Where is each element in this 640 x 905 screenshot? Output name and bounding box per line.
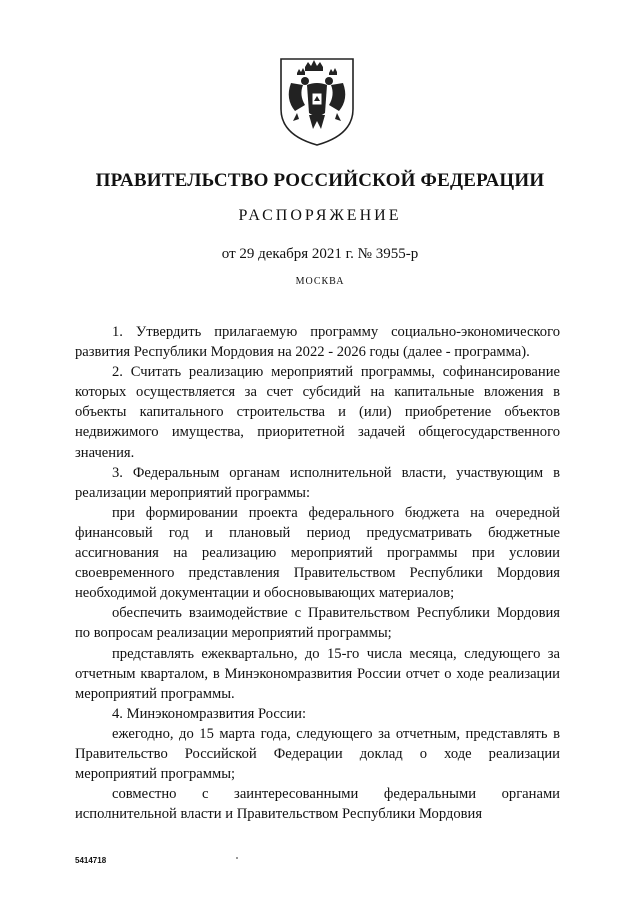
document-city: МОСКВА xyxy=(295,276,345,287)
paragraph: 4. Минэкономразвития России: xyxy=(112,705,306,722)
paragraph: 2. Считать реализацию мероприятий программы, софинансирование которых осуществляется за счет субсидий на капитальные вложения в объекты капитального строительства и (или) приобретение объектов недвижимого имущества, приоритетной задачей общегосударственного значения. xyxy=(75,364,560,461)
paragraph: обеспечить взаимодействие с Правительством Республики Мордовия по вопросам реализации мероприятий программы; xyxy=(75,605,560,642)
scan-speck xyxy=(236,857,238,859)
paragraph: совместно с заинтересованными федеральными органами исполнительной власти и Правительством Республики Мордовия xyxy=(75,786,560,823)
paragraph: 1. Утвердить прилагаемую программу социально-экономического развития Республики Мордовия на 2022 - 2026 годы (далее - программа). xyxy=(75,324,560,361)
russian-coat-of-arms-icon xyxy=(275,55,359,147)
paragraph: 3. Федеральным органам исполнительной власти, участвующим в реализации мероприятий программы: xyxy=(75,464,560,501)
paragraph: ежегодно, до 15 марта года, следующего за отчетным, представлять в Правительство Российской Федерации доклад о ходе реализации мероприятий программы; xyxy=(75,725,560,783)
government-title: ПРАВИТЕЛЬСТВО РОССИЙСКОЙ ФЕДЕРАЦИИ xyxy=(95,170,545,191)
document-code: 5414718 xyxy=(75,856,107,865)
document-type: РАСПОРЯЖЕНИЕ xyxy=(238,207,402,224)
document-body xyxy=(75,322,560,824)
paragraph: представлять ежеквартально, до 15-го числа месяца, следующего за отчетным кварталом, в Минэкономразвития России отчет о ходе реализации мероприятий программы. xyxy=(75,645,560,702)
document-date-number: от 29 декабря 2021 г. № 3955-р xyxy=(221,246,419,262)
paragraph: при формировании проекта федерального бюджета на очередной финансовый год и плановый период предусматривать бюджетные ассигнования на реализацию мероприятий программы при условии своевременного представления Правительством Республики Мордовия необходимой документации и обосновывающих материалов; xyxy=(75,504,560,602)
